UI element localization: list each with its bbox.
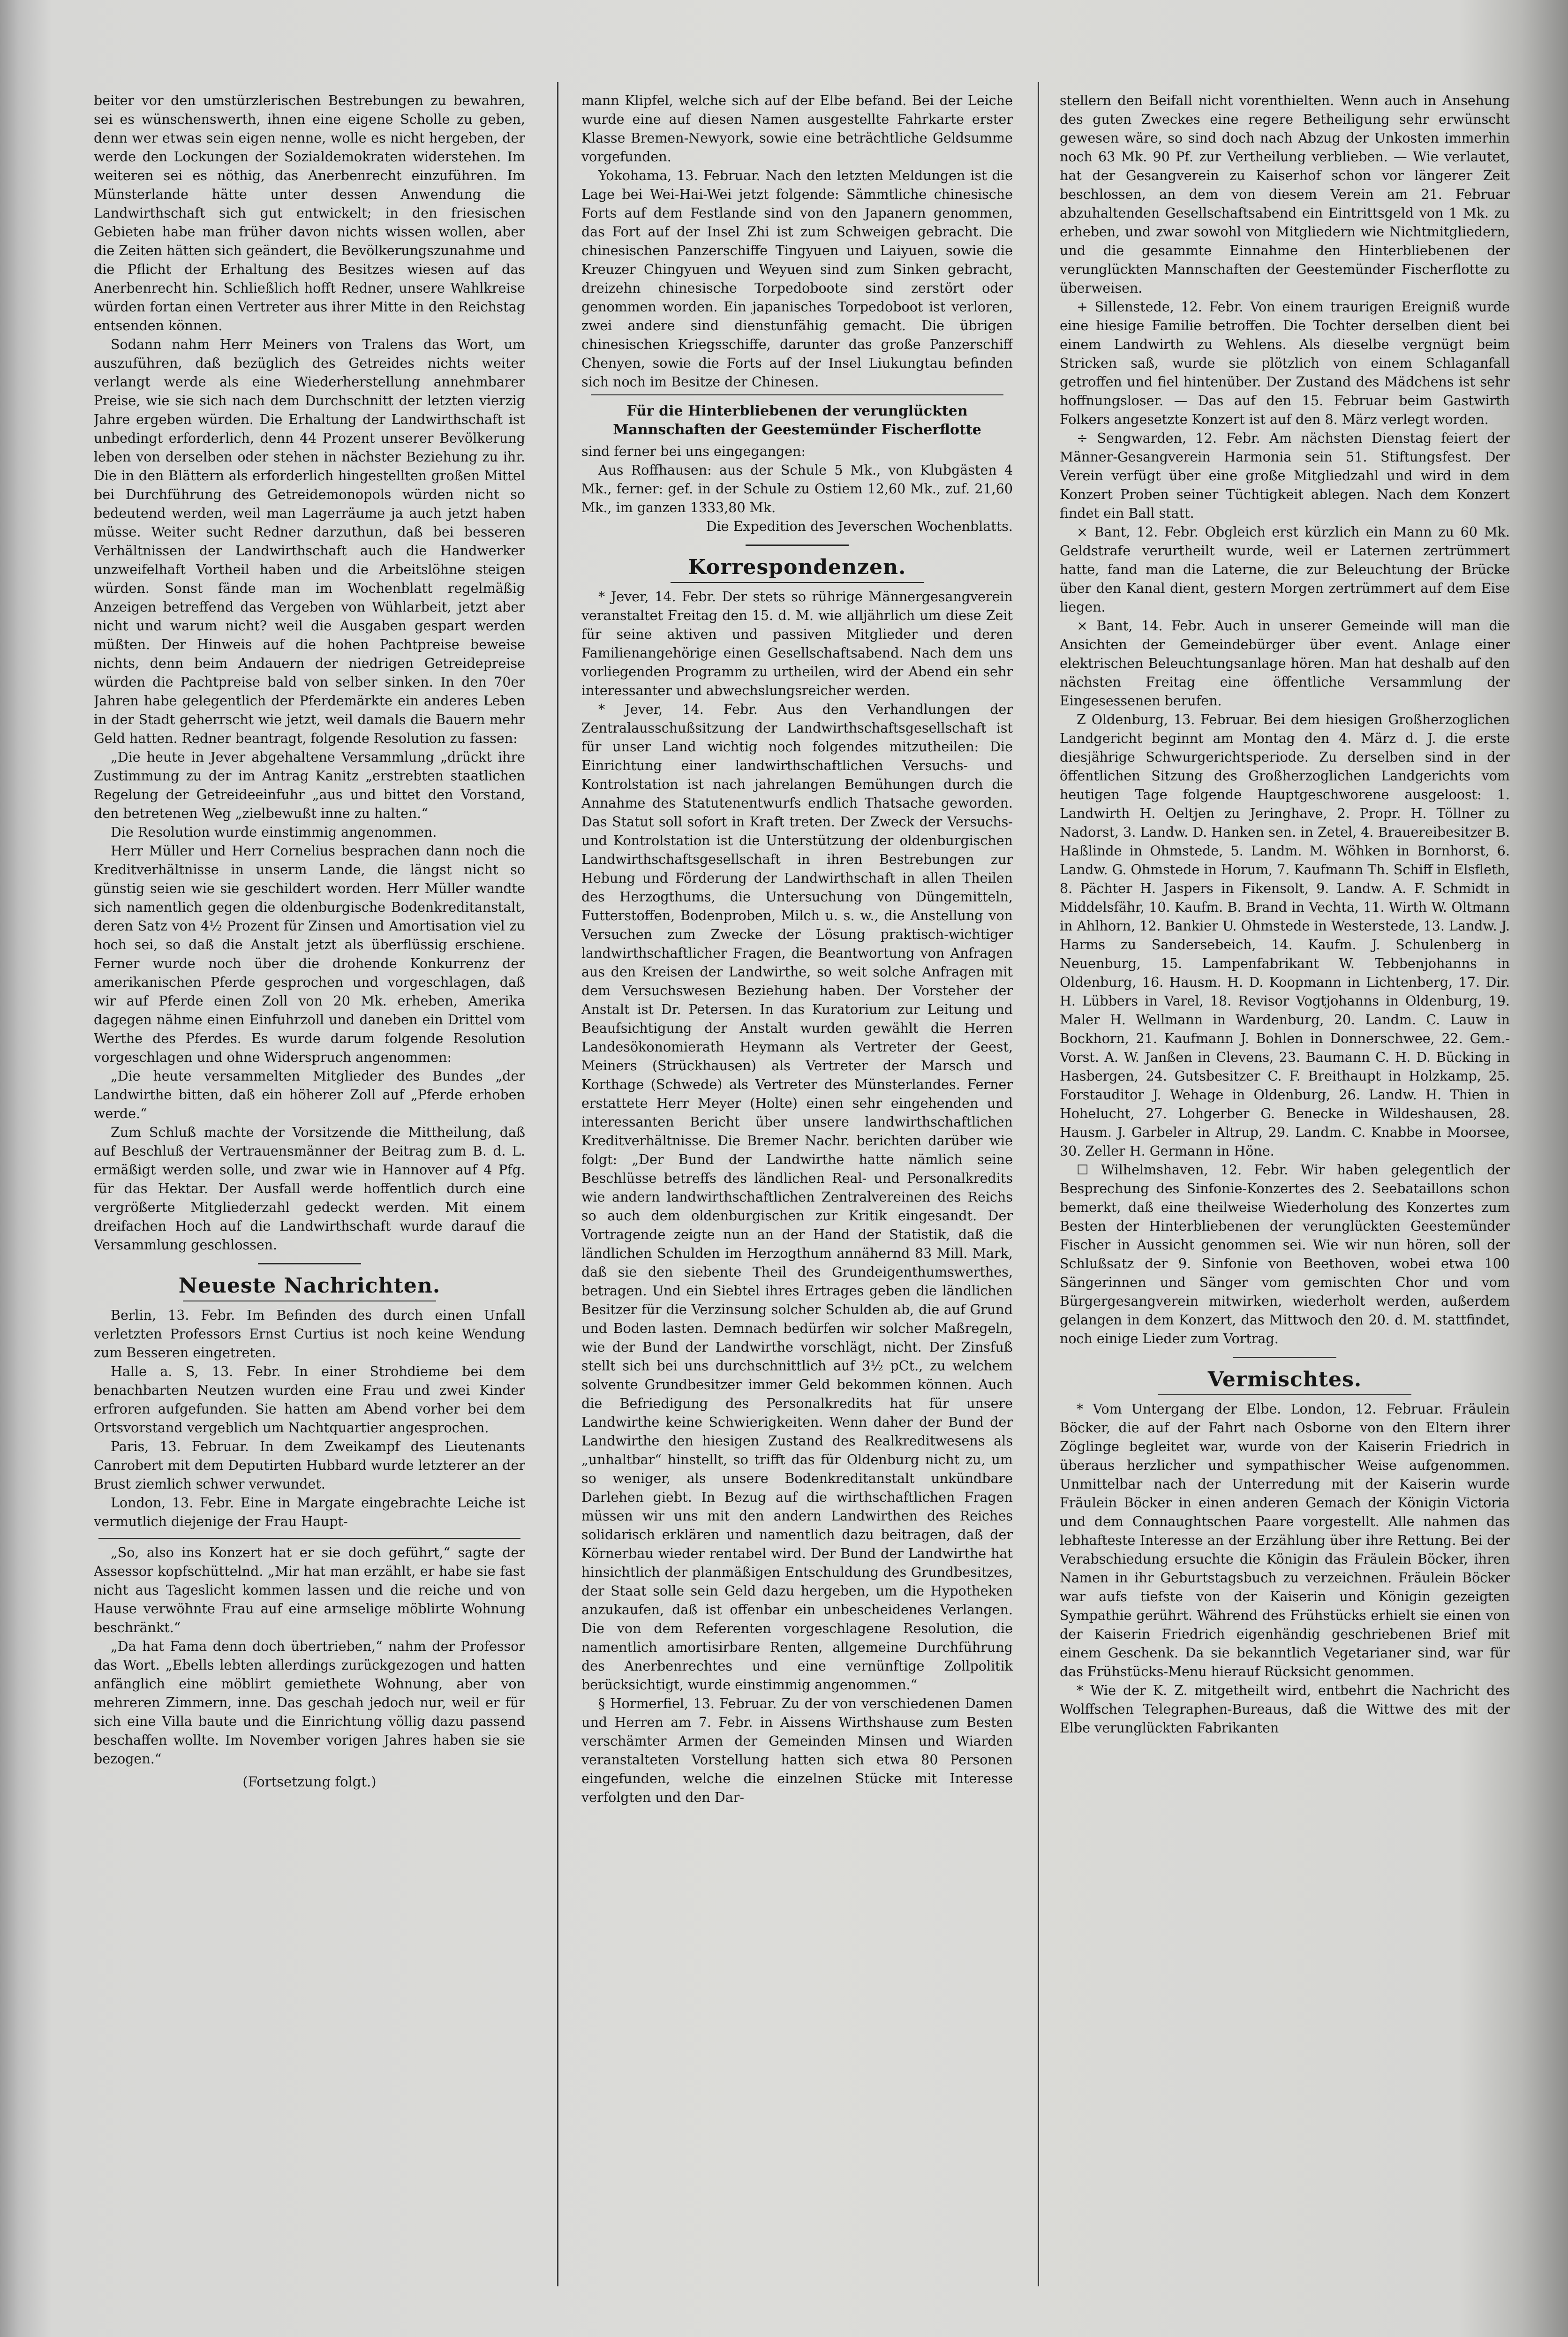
continuation-note: (Fortsetzung folgt.) bbox=[242, 1774, 377, 1790]
column-rule-left bbox=[557, 82, 558, 2286]
resolution-quote: „Die heute versammelten Mitglieder des Bundes „der Landwirthe bitten, daß ein höherer Zoll auf „Pferde erhoben werde.“ bbox=[94, 1068, 525, 1121]
news-item: Berlin, 13. Febr. Im Befinden des durch einen Unfall verletzten Professors Ernst Curtius ist noch keine Wendung zum Besseren eingetreten. bbox=[94, 1308, 525, 1361]
section-heading-korrespondenzen: Korrespondenzen. bbox=[688, 555, 906, 579]
section-divider bbox=[671, 582, 924, 583]
correspondence-item: ☐ Wilhelmshaven, 12. Febr. Wir haben gelegentlich der Besprechung des Sinfonie-Konzertes des 2. Seebataillons schon bemerkt, daß eine theilweise Wiederholung des Konzertes zum Besten der Hinterbliebenen der verunglückten Geestemünder Fischer in Aussicht genommen sei. Wie wir nun hören, soll der Schlußsatz der 9. Sinfonie von Beethoven, wobei etwa 100 Sängerinnen und Sänger vom gemischten Chor und vom Bürgergesangverein mitwirken, wiederholt werden, außerdem gelangen in dem Konzert, das Mittwoch den 20. d. M. stattfindet, noch einige Lieder zum Vortrag. bbox=[1060, 1162, 1510, 1346]
article-paragraph: Die Resolution wurde einstimmig angenommen. bbox=[111, 824, 437, 840]
news-item: Paris, 13. Februar. In dem Zweikampf des Lieutenants Canrobert mit dem Deputirten Hubbard wurde letzterer an der Brust ziemlich schwer verwundet. bbox=[94, 1439, 525, 1492]
correspondence-item: * Jever, 14. Febr. Aus den Verhandlungen der Zentralausschußsitzung der Landwirthschaftsgesellschaft ist für unser Land wichtig noch folgendes mitzutheilen: Die Einrichtung einer landwirthschaftlichen Versuchs- und Kontrolstation ist nach jahrelangen Bemühungen durch die Annahme des Statutenentwurfs endlich Thatsache geworden. Das Statut soll sofort in Kraft treten. Der Zweck der Versuchs- und Kontrolstation ist die Unterstützung der oldenburgischen Landwirthschaftsgesellschaft in ihren Bestrebungen zur Hebung und Förderung der Landwirthschaft in allen Theilen des Herzogthums, die Untersuchung von Düngemitteln, Futterstoffen, Bodenproben, Milch u. s. w., die Anstellung von Versuchen zum Zwecke der Lösung praktisch-wichtiger landwirthschaftlicher Fragen, die Beantwortung von Anfragen aus den Kreisen der Landwirthe, so weit solche Anfragen mit dem Versuchswesen Beziehung haben. Der Vorsteher der Anstalt ist Dr. Petersen. In das Kuratorium zur Leitung und Beaufsichtigung der Anstalt wurden gewählt die Herren Landesökonomierath Heymann als Vertreter der Geest, Meiners (Strückhausen) als Vertreter der Marsch und Korthage (Schwede) als Vertreter des Münsterlandes. Ferner erstattete Herr Meyer (Holte) einen sehr eingehenden und interessanten Bericht über unsere landwirthschaftlichen Kreditverhältnisse. Die Bremer Nachr. berichten darüber wie folgt: „Der Bund der Landwirthe hatte nämlich seine Beschlüsse betreffs des ländlichen Real- und Personalkredits wie andern landwirthschaftlichen Zentralvereinen des Reichs so auch dem oldenburgischen zur Kritik eingesandt. Der Vortragende zeigte nun an der Hand der Statistik, daß die ländlichen Schulden im Herzogthum annähernd 83 Mill. Mark, daß sie den siebente Theil des Grundeigenthumswerthes, betragen. Und ein Siebtel ihres Ertrages geben die ländlichen Besitzer für die Verzinsung solcher Schulden ab, die auf Grund und Boden lasten. Demnach bedürfen wir solcher Maßregeln, wie der Bund der Landwirthe vorschlägt, nicht. Der Zinsfuß stellt sich bei uns durchschnittlich auf 3½ pCt., zu welchem solvente Grundbesitzer immer Geld bekommen können. Auch die Befriedigung des Personalkredits hat für unsere Landwirthe keine Schwierigkeiten. Wenn daher der Bund der Landwirthe den hiesigen Zustand des Realkreditwesens als „unhaltbar“ hinstellt, so trifft das für Oldenburg nicht zu, um so weniger, als unsere Bodenkreditanstalt unkündbare Darlehen giebt. In Bezug auf die wirthschaftlichen Fragen müssen wir uns mit den andern Landwirthen des Reiches solidarisch erklären und namentlich dazu beitragen, daß der Körnerbau wieder rentabel wird. Der Bund der Landwirthe hat hinsichtlich der planmäßigen Entschuldung des Grundbesitzes, der Staat solle sein Geld dazu hergeben, um die Hypotheken anzukaufen, daß ist offenbar ein unbescheidenes Verlangen. Die von dem Referenten vorgeschlagene Resolution, die namentlich amortisirbare Renten, allgemeine Durchführung des Anerbenrechtes und eine vernünftige Zollpolitik berücksichtigt, wurde einstimmig angenommen.“ bbox=[581, 702, 1013, 1693]
correspondence-item: + Sillenstede, 12. Febr. Von einem traurigen Ereigniß wurde eine hiesige Familie betroffen. Die Tochter derselben dient bei einem Landwirth zu Wehlens. Als dieselbe vergnügt beim Stricken saß, wurde sie plötzlich von einem Schlaganfall getroffen und fiel hintenüber. Der Zustand des Mädchens ist sehr hoffnungsloser. — Das auf den 15. Februar beim Gastwirth Folkers angesetzte Konzert ist auf den 8. März verlegt worden. bbox=[1060, 299, 1510, 427]
donation-heading: Für die Hinterbliebenen der verunglückten Mannschaften der Geestemünder Fischerflotte bbox=[613, 403, 981, 438]
resolution-quote: „Die heute in Jever abgehaltene Versammlung „drückt ihre Zustimmung zu der im Antrag Kanitz „erstrebten staatlichen Regelung der Getreideeinfuhr „aus und bittet den Vorstand, den betretenen Weg „zielbewußt inne zu halten.“ bbox=[94, 749, 525, 821]
correspondence-item: § Hormerfiel, 13. Februar. Zu der von verschiedenen Damen und Herren am 7. Febr. in Aissens Wirthshause zum Besten verschämter Armen der Gemeinden Minsen und Wiarden veranstalteten Vorstellung hatten sich etwa 80 Personen eingefunden, welche die einzelnen Stücke mit Interesse verfolgten und den Dar- bbox=[581, 1696, 1013, 1805]
correspondence-item: Z Oldenburg, 13. Februar. Bei dem hiesigen Großherzoglichen Landgericht beginnt am Montag den 4. März d. J. die erste diesjährige Schwurgerichtsperiode. Zu derselben sind in der öffentlichen Sitzung des Großherzoglichen Landgerichts vom heutigen Tage folgende Hauptgeschworene ausgeloost: 1. Landwirth H. Oeltjen zu Jeringhave, 2. Propr. H. Töllner zu Nadorst, 3. Landw. D. Hanken sen. in Zetel, 4. Brauereibesitzer B. Haßlinde in Ohmstede, 5. Landm. M. Wöhken in Bornhorst, 6. Landw. G. Ohmstede in Horum, 7. Kaufmann Th. Schiff in Elsfleth, 8. Pächter H. Jaspers in Fikensolt, 9. Landw. A. F. Schmidt in Middelsfähr, 10. Kaufm. B. Brand in Vechta, 11. Wirth W. Oltmann in Ahlhorn, 12. Bankier U. Ohmstede in Westerstede, 13. Landw. J. Harms zu Sandersebeich, 14. Kaufm. J. Schulenberg in Neuenburg, 15. Lampenfabrikant W. Tebbenjohanns in Oldenburg, 16. Hausm. H. D. Koopmann in Lichtenberg, 17. Dir. H. Lübbers in Varel, 18. Revisor Vogtjohanns in Oldenburg, 19. Maler H. Wellmann in Wardenburg, 20. Landm. C. Lauw in Bockhorn, 21. Kaufmann J. Bohlen in Donnerschwee, 22. Gem.-Vorst. A. W. Janßen in Clevens, 23. Baumann C. H. D. Bücking in Hasbergen, 24. Gutsbesitzer C. F. Breithaupt in Holzkamp, 25. Forstauditor J. Wehage in Oldenburg, 26. Landw. H. Thien in Hohelucht, 27. Lohgerber G. Benecke in Wildeshausen, 28. Hausm. J. Garbeler in Altrup, 29. Landm. C. Knabbe in Moorsee, 30. Zeller H. Germann in Höne. bbox=[1060, 712, 1510, 1159]
section-divider bbox=[1158, 1394, 1411, 1395]
news-item: mann Klipfel, welche sich auf der Elbe befand. Bei der Leiche wurde eine auf diesen Namen ausgestellte Fahrkarte erster Klasse Bremen-Newyork, sowie eine beträchtliche Geldsumme vorgefunden. bbox=[581, 93, 1013, 165]
miscellany-item: * Wie der K. Z. mitgetheilt wird, entbehrt die Nachricht des Wolffschen Telegraphen-Bureaus, daß die Wittwe des mit der Elbe verunglückten Fabrikanten bbox=[1060, 1683, 1510, 1736]
news-item: London, 13. Febr. Eine in Margate eingebrachte Leiche ist vermutlich diejenige der Frau Haupt- bbox=[94, 1495, 525, 1529]
news-item: Halle a. S, 13. Febr. In einer Strohdieme bei dem benachbarten Neutzen wurden eine Frau und zwei Kinder erfroren aufgefunden. Sie hatten am Abend vorher bei dem Ortsvorstand vergeblich um Nachtquartier angesprochen. bbox=[94, 1364, 525, 1436]
section-heading-vermischtes: Vermischtes. bbox=[1207, 1368, 1362, 1392]
article-paragraph: Herr Müller und Herr Cornelius besprachen dann noch die Kreditverhältnisse in unserm Lande, die längst nicht so günstig seien wie sie geschildert worden. Herr Müller wandte sich namentlich gegen die oldenburgische Bodenkreditanstalt, deren Satz von 4½ Prozent für Zinsen und Amortisation viel zu hoch sei, so daß die Anstalt jetzt als überflüssig erschiene. Ferner wurde noch über die drohende Konkurrenz der amerikanischen Pferde gesprochen und vorgeschlagen, daß wir auf Pferde einen Zoll von 20 Mk. erheben, Amerika dagegen nähme einen Einfuhrzoll und daneben ein Drittel vom Werthe des Pferdes. Es wurde darum folgende Resolution vorgeschlagen und ohne Widerspruch angenommen: bbox=[94, 843, 525, 1065]
donation-intro: sind ferner bei uns eingegangen: bbox=[581, 444, 806, 459]
news-item: Yokohama, 13. Februar. Nach den letzten Meldungen ist die Lage bei Wei-Hai-Wei jetzt folgende: Sämmtliche chinesische Forts auf dem Festlande sind von den Japanern genommen, das Fort auf der Insel Zhi ist zum Schweigen gebracht. Die chinesischen Panzerschiffe Tingyuen und Laiyuen, sowie die Kreuzer Chingyuen und Weyuen sind zum Sinken gebracht, dreizehn chinesische Torpedoboote sind zerstört oder genommen worden. Ein japanisches Torpedoboot ist verloren, zwei andere sind dienstunfähig gemacht. Die übrigen chinesischen Kriegsschiffe, darunter das große Panzerschiff Chenyen, sowie die Forts auf der Insel Liukungtau befinden sich noch im Besitze der Chinesen. bbox=[581, 168, 1013, 390]
donation-signature: Die Expedition des Jeverschen Wochenblatts. bbox=[706, 519, 1013, 534]
section-divider bbox=[1233, 1357, 1336, 1358]
section-heading-neueste: Neueste Nachrichten. bbox=[178, 1274, 441, 1298]
section-divider bbox=[746, 545, 849, 546]
donation-list: Aus Roffhausen: aus der Schule 5 Mk., von Klubgästen 4 Mk., ferner: gef. in der Schule zu Ostiem 12,60 Mk., zuf. 21,60 Mk., im ganzen 1333,80 Mk. bbox=[581, 462, 1013, 515]
miscellany-item: * Vom Untergang der Elbe. London, 12. Februar. Fräulein Böcker, die auf der Fahrt nach Osborne von den Eltern ihrer Zöglinge begleitet war, wurde von der Kaiserin Friedrich in überaus herzlicher und sympathischer Weise aufgenommen. Unmittelbar nach der Unterredung mit der Kaiserin wurde Fräulein Böcker in einen anderen Gemach der Königin Victoria und dem Connaughtschen Paare vorgestellt. Alle nahmen das lebhafteste Interesse an der Erzählung über ihre Rettung. Bei der Verabschiedung ersuchte die Königin das Fräulein Böcker, ihren Namen in ihr Geburtstagsbuch zu verzeichnen. Fräulein Böcker war aufs tiefste von der Kaiserin und Königin gezeigten Sympathie gerührt. Während des Frühstücks erhielt sie einen von der Kaiserin Friedrich eigenhändig geschriebenen Brief mit einem Geschenk. Da sie bekanntlich Vegetarianer sind, war für das Frühstücks-Menu hierauf Rücksicht genommen. bbox=[1060, 1401, 1510, 1679]
column-1 bbox=[94, 91, 525, 2249]
article-paragraph: Sodann nahm Herr Meiners von Tralens das Wort, um auszuführen, daß bezüglich des Getreides nichts weiter verlangt werde als eine Wiederherstellung annehmbarer Preise, wie sie sich nach dem Durchschnitt der letzten vierzig Jahre ergeben würden. Die Erhaltung der Landwirthschaft ist unbedingt erforderlich, denn 44 Prozent unserer Bevölkerung leben von derselben oder stehen in nächster Beziehung zu ihr. Die in den Blättern als erforderlich hingestellten großen Mittel bei Durchführung des Getreidemonopols würden nicht so bedeutend werden, weil man Lagerräume ja auch jetzt haben müsse. Weiter sucht Redner darzuthun, daß bei besseren Verhältnissen der Landwirthschaft auch die Handwerker unzweifelhaft Vortheil haben und die Arbeitslöhne steigen würden. Sonst fände man im Wochenblatt regelmäßig Anzeigen betreffend das Vergeben von Wühlarbeit, jetzt aber nicht und warum nicht? weil die Ausgaben gespart werden müßten. Der Hinweis auf die hohen Pachtpreise beweise nichts, denn beim Andauern der niedrigen Getreidepreise würden die Pachtpreise bald von selber sinken. In den 70er Jahren habe gelegentlich der Pferdemärkte ein anderes Leben in der Stadt geherrscht wie jetzt, weil damals die Bauern mehr Geld hatten. Redner beantragt, folgende Resolution zu fassen: bbox=[94, 337, 525, 746]
section-divider bbox=[258, 1263, 361, 1264]
correspondence-item: ÷ Sengwarden, 12. Febr. Am nächsten Dienstag feiert der Männer-Gesangverein Harmonia sein 51. Stiftungsfest. Der Verein verfügt über eine große Mitgliedzahl und wird in dem Konzert Proben seiner Tüchtigkeit ablegen. Nach dem Konzert findet ein Ball statt. bbox=[1060, 431, 1510, 521]
correspondence-item: × Bant, 12. Febr. Obgleich erst kürzlich ein Mann zu 60 Mk. Geldstrafe verurtheilt wurde, weil er Laternen zertrümmert hatte, fand man die Laterne, die zur Beleuchtung der Brücke über den Kanal dient, gestern Morgen zertrümmert auf dem Eise liegen. bbox=[1060, 524, 1510, 615]
correspondence-item: × Bant, 14. Febr. Auch in unserer Gemeinde will man die Ansichten der Gemeindebürger über event. Anlage einer elektrischen Beleuchtungsanlage hören. Man hat deshalb auf den nächsten Freitag eine öffentliche Versammlung der Eingesessenen berufen. bbox=[1060, 618, 1510, 709]
newspaper-page bbox=[55, 45, 1528, 2324]
section-divider bbox=[591, 394, 1003, 395]
correspondence-item: stellern den Beifall nicht vorenthielten. Wenn auch in Ansehung des guten Zweckes eine regere Betheiligung sehr erwünscht gewesen wäre, so sind doch nach Abzug der Unkosten immerhin noch 63 Mk. 90 Pf. zur Vertheilung verblieben. — Wie verlautet, hat der Gesangverein zu Kaiserhof schon vor längerer Zeit beschlossen, an dem von diesem Verein am 21. Februar abzuhaltenden Gesellschaftsabend ein Eintrittsgeld von 1 Mk. zu erheben, und zwar sowohl von Mitgliedern wie Nichtmitgliedern, und die gesammte Einnahme den Hinterbliebenen der verunglückten Mannschaften der Geestemünder Fischerflotte zu überweisen. bbox=[1060, 93, 1510, 296]
feuilleton-paragraph: „Da hat Fama denn doch übertrieben,“ nahm der Professor das Wort. „Ebells lebten allerdings zurückgezogen und hatten anfänglich eine möblirt gemiethete Wohnung, aber von mehreren Zimmern, inne. Das geschah jedoch nur, weil er für sich eine Villa baute und die Einrichtung völlig dazu passend beschaffen wollte. Im November vorigen Jahres haben sie sie bezogen.“ bbox=[94, 1639, 525, 1767]
article-paragraph: beiter vor den umstürzlerischen Bestrebungen zu bewahren, sei es wünschenswerth, ihnen eine eigene Scholle zu geben, denn wer etwas sein eigen nenne, wolle es nicht hergeben, der werde den Lockungen der Sozialdemokraten widerstehen. Im weiteren sei es nöthig, das Anerbenrecht einzuführen. Im Münsterlande hätte unter dessen Anwendung die Landwirthschaft sich gut entwickelt; in den friesischen Gebieten habe man früher davon nichts wissen wollen, aber die Zeiten hätten sich geändert, die Bevölkerungszunahme und die Pflicht der Erhaltung des Besitzes wiesen auf das Anerbenrecht hin. Schließlich hofft Redner, unsere Wahlkreise würden fortan einen Vertreter aus ihrer Mitte in den Reichstag entsenden können. bbox=[94, 93, 525, 333]
column-rule-right bbox=[1038, 82, 1039, 2286]
column-3 bbox=[1060, 91, 1510, 2249]
feuilleton-divider bbox=[98, 1538, 520, 1539]
column-2 bbox=[581, 91, 1013, 2249]
correspondence-item: * Jever, 14. Febr. Der stets so rührige Männergesangverein veranstaltet Freitag den 15. d. M. wie alljährlich um diese Zeit für seine aktiven und passiven Mitglieder und deren Familienangehörige einen Gesellschaftsabend. Nach dem uns vorliegenden Programm zu urtheilen, wird der Abend ein sehr interessanter und abwechslungsreicher werden. bbox=[581, 589, 1013, 698]
feuilleton-paragraph: „So, also ins Konzert hat er sie doch geführt,“ sagte der Assessor kopfschüttelnd. „Mir hat man erzählt, er habe sie fast nicht aus Tageslicht kommen lassen und die reiche und von Hause verwöhnte Frau auf eine armselige möblirte Wohnung beschränkt.“ bbox=[94, 1545, 525, 1635]
article-paragraph: Zum Schluß machte der Vorsitzende die Mittheilung, daß auf Beschluß der Vertrauensmänner der Beitrag zum B. d. L. ermäßigt werden solle, und zwar wie in Hannover auf 4 Pfg. für das Hektar. Der Ausfall werde hoffentlich durch eine vergrößerte Mitgliederzahl gedeckt werden. Mit einem dreifachen Hoch auf die Landwirthschaft wurde darauf die Versammlung geschlossen. bbox=[94, 1125, 525, 1253]
